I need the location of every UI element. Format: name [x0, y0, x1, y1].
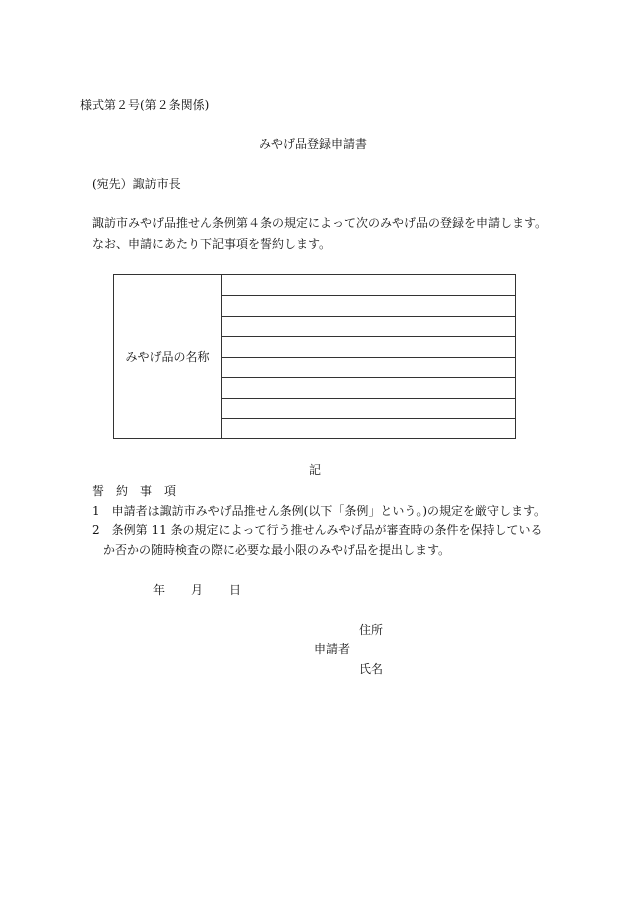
table-row-divider: [222, 295, 515, 296]
form-number: 様式第２号(第２条関係): [80, 98, 210, 112]
table-row-divider: [222, 377, 515, 378]
addressee: (宛先）諏訪市長: [92, 177, 181, 191]
ki-heading: 記: [309, 463, 322, 477]
name-label: 氏名: [359, 662, 384, 676]
applicant-label: 申請者: [314, 642, 351, 656]
date-month: 月: [191, 583, 204, 597]
souvenir-name-label: みやげ品の名称: [125, 349, 210, 364]
pledge-item-2-line-2: か否かの随時検査の際に必要な最小限のみやげ品を提出します。: [103, 543, 451, 557]
table-row-divider: [222, 357, 515, 358]
souvenir-name-table: [113, 274, 516, 439]
table-row-divider: [222, 336, 515, 337]
intro-line-2: なお、申請にあたり下記事項を誓約します。: [92, 237, 332, 251]
souvenir-name-label-cell: [114, 275, 222, 438]
document-title: みやげ品登録申請書: [259, 137, 368, 151]
pledge-item-2-line-1: 2 条例第 11 条の規定によって行う推せんみやげ品が審査時の条件を保持している: [92, 523, 543, 537]
address-label: 住所: [359, 623, 384, 637]
pledge-item-1: 1 申請者は諏訪市みやげ品推せん条例(以下「条例」という。)の規定を厳守します。: [92, 504, 547, 518]
intro-line-1: 諏訪市みやげ品推せん条例第４条の規定によって次のみやげ品の登録を申請します。: [92, 216, 548, 230]
table-row-divider: [222, 398, 515, 399]
date-day: 日: [229, 583, 242, 597]
date-year: 年: [153, 583, 166, 597]
table-row-divider: [222, 316, 515, 317]
table-row-divider: [222, 418, 515, 419]
pledge-heading: 誓 約 事 項: [92, 484, 177, 498]
